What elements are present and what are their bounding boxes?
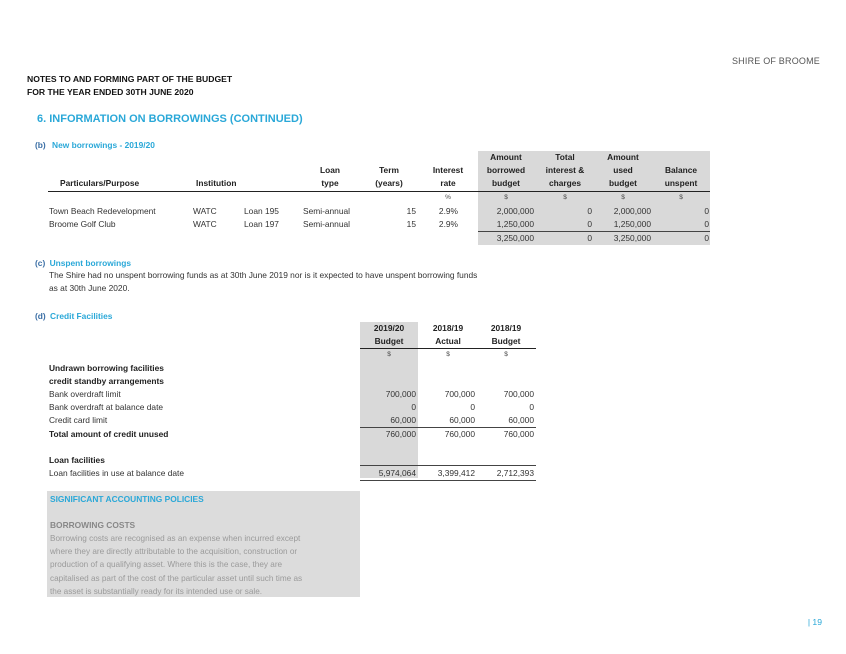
row2-used: 1,250,000 (613, 219, 651, 229)
total-interest: 0 (587, 233, 592, 243)
policies-title: SIGNIFICANT ACCOUNTING POLICIES (50, 494, 204, 504)
unit-interest: % (445, 194, 451, 201)
row1-term: 15 (406, 206, 416, 216)
unit-total-interest: $ (563, 194, 567, 201)
row2-balance: 0 (704, 219, 709, 229)
notes-heading (27, 73, 232, 99)
credit-row1-v2: 700,000 (444, 389, 475, 399)
notes-line-1: NOTES TO AND FORMING PART OF THE BUDGET (27, 74, 233, 84)
row1-institution: WATC (193, 206, 217, 216)
row1-used: 2,000,000 (613, 206, 651, 216)
borrowing-costs-title: BORROWING COSTS (50, 520, 136, 530)
page-number: | 19 (807, 617, 822, 627)
total-used: 3,250,000 (613, 233, 651, 243)
credit-title: Credit Facilities (50, 311, 113, 321)
credit-total-v1: 760,000 (385, 429, 416, 439)
row1-balance: 0 (704, 206, 709, 216)
row2-particulars: Broome Golf Club (49, 219, 116, 229)
credit-row1-label: Bank overdraft limit (49, 389, 121, 399)
loan-row-bottom-rule (360, 480, 536, 481)
organisation-name: SHIRE OF BROOME (731, 56, 820, 66)
loan-row-v2: 3,399,412 (437, 468, 475, 478)
credit-row2-v1: 0 (411, 402, 416, 412)
loan-row-rule (360, 465, 536, 466)
row1-borrowed: 2,000,000 (496, 206, 534, 216)
notes-line-2: FOR THE YEAR ENDED 30TH JUNE 2020 (27, 87, 194, 97)
credit-label: (d) (35, 311, 46, 321)
unspent-label: (c) (35, 258, 46, 268)
col-balance-unspent: Balance unspent (664, 165, 698, 188)
credit-row3-label: Credit card limit (49, 415, 108, 425)
row2-type: Semi-annual (303, 219, 351, 229)
row1-interest: 0 (587, 206, 592, 216)
row2-interest: 0 (587, 219, 592, 229)
credit-total-v2: 760,000 (444, 429, 475, 439)
accounting-policies-box (47, 491, 360, 597)
total-balance: 0 (704, 233, 709, 243)
row1-loan: Loan 195 (244, 206, 279, 216)
credit-unit-2: $ (446, 351, 450, 358)
credit-row3-v1: 60,000 (390, 415, 416, 425)
loan-row-label: Loan facilities in use at balance date (49, 468, 185, 478)
credit-row2-v2: 0 (470, 402, 475, 412)
new-borrowings-heading (35, 140, 155, 150)
col-loan-type: Loan type (319, 165, 340, 188)
loan-row-v1: 5,974,064 (378, 468, 416, 478)
row2-borrowed: 1,250,000 (496, 219, 534, 229)
col-amount-used: Amount used budget (607, 152, 639, 188)
credit-unit-3: $ (504, 351, 508, 358)
row2-institution: WATC (193, 219, 217, 229)
col-institution: Institution (196, 178, 237, 188)
total-borrowed: 3,250,000 (496, 233, 534, 243)
credit-row2-v3: 0 (529, 402, 534, 412)
undrawn-heading: Undrawn borrowing facilities (49, 363, 164, 373)
loan-row-v3: 2,712,393 (496, 468, 534, 478)
row2-term: 15 (406, 219, 416, 229)
row1-rate: 2.9% (438, 206, 458, 216)
credit-header-rule (360, 348, 536, 349)
credit-col-2019-budget: 2019/20 Budget (373, 323, 405, 346)
loan-facilities-heading: Loan facilities (49, 455, 105, 465)
credit-row1-v3: 700,000 (503, 389, 534, 399)
standby-heading: credit standby arrangements (49, 376, 164, 386)
row1-type: Semi-annual (303, 206, 351, 216)
row2-loan: Loan 197 (244, 219, 279, 229)
credit-row3-v3: 60,000 (508, 415, 534, 425)
credit-row1-v1: 700,000 (385, 389, 416, 399)
credit-total-v3: 760,000 (503, 429, 534, 439)
unspent-line-2: as at 30th June 2020. (49, 283, 130, 293)
unspent-title: Unspent borrowings (49, 258, 132, 268)
credit-unit-1: $ (387, 351, 391, 358)
section-title: 6. INFORMATION ON BORROWINGS (CONTINUED) (37, 113, 303, 125)
unit-balance: $ (679, 194, 683, 201)
unspent-line-1: The Shire had no unspent borrowing funds as at 30th June 2019 nor is it expected to have unspent borrowing funds (49, 270, 478, 280)
col-total-interest: Total interest & charges (545, 152, 585, 188)
credit-row2-label: Bank overdraft at balance date (49, 402, 164, 412)
col-term: Term (years) (375, 165, 403, 188)
row2-rate: 2.9% (438, 219, 458, 229)
credit-col-2018-budget: 2018/19 Budget (490, 323, 522, 346)
unit-borrowed: $ (504, 194, 508, 201)
credit-row3-v2: 60,000 (449, 415, 475, 425)
unit-used: $ (621, 194, 625, 201)
totals-rule (478, 231, 710, 232)
unspent-heading (35, 258, 131, 268)
credit-total-label: Total amount of credit unused (49, 429, 169, 439)
col-particulars: Particulars/Purpose (60, 178, 140, 188)
col-interest-rate: Interest rate (432, 165, 464, 188)
col-amount-borrowed: Amount borrowed budget (486, 152, 526, 188)
borrowing-costs-text: Borrowing costs are recognised as an expense when incurred except where they are directly attributable to the acquisition, construction or production of a qualifying asset. Where this is the case, they are capitalised as part of the cost of the particular asset until such time as the asset is substantially ready for its intended use or sale. (50, 534, 303, 596)
new-borrowings-label: (b) (35, 140, 46, 150)
credit-col-2018-actual: 2018/19 Actual (432, 323, 464, 346)
header-rule (48, 191, 710, 192)
credit-total-rule (360, 427, 536, 428)
credit-heading (35, 311, 112, 321)
unspent-text (49, 269, 477, 295)
row1-particulars: Town Beach Redevelopment (49, 206, 156, 216)
new-borrowings-title: New borrowings - 2019/20 (52, 140, 155, 150)
